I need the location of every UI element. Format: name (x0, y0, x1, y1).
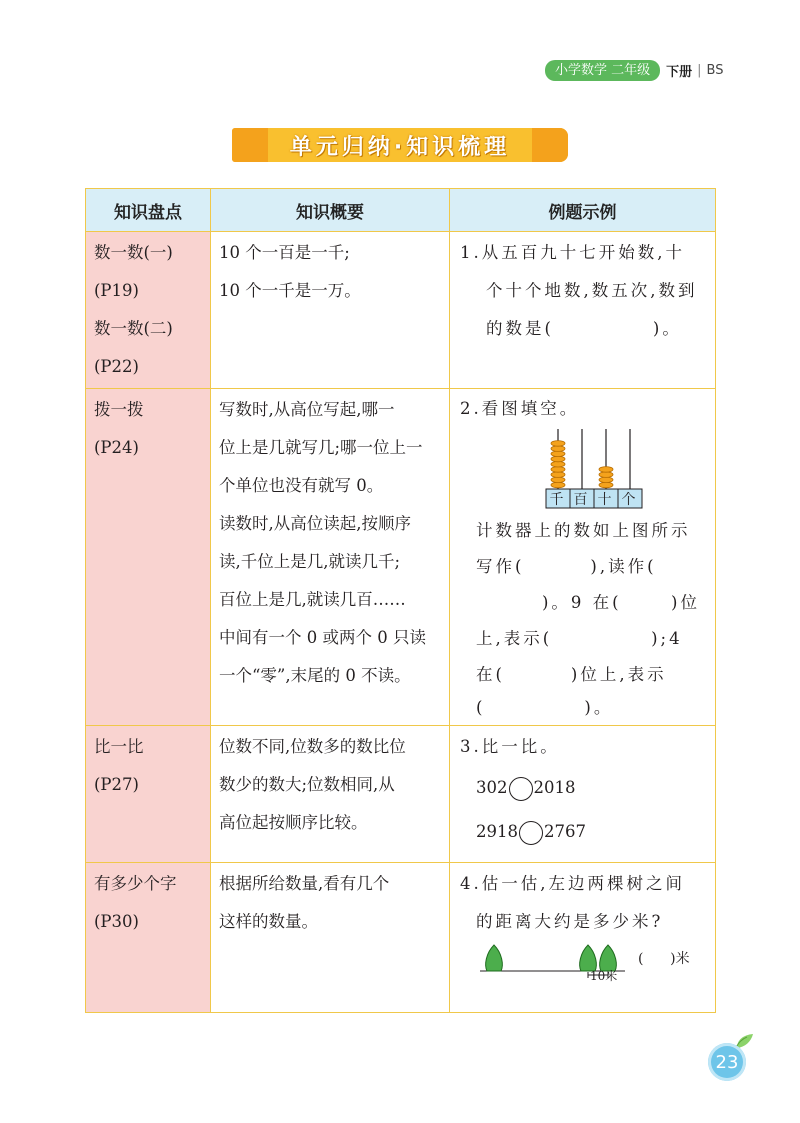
topic-cell (86, 389, 211, 726)
example-cell (450, 726, 716, 863)
compare-left: 2918 (476, 822, 518, 841)
summary-cell (211, 389, 450, 726)
abacus-bead (551, 477, 565, 483)
example-line: 在( )位上,表示 (476, 665, 667, 684)
topic-line: 有多少个字 (94, 874, 177, 893)
topic-line: 比一比 (94, 737, 144, 756)
summary-cell (211, 232, 450, 389)
summary-line: 10 个一百是一千; (219, 243, 350, 262)
abacus-bead (551, 472, 565, 478)
abacus-bead (551, 461, 565, 467)
example-cell (450, 389, 716, 726)
tree-icon (486, 945, 503, 971)
knowledge-table (85, 188, 716, 1013)
topic-cell (86, 232, 211, 389)
summary-line: 高位起按顺序比较。 (219, 813, 368, 832)
example-line: 4.估一估,左边两棵树之间 (460, 874, 685, 893)
example-line: ( )。 (476, 698, 614, 717)
summary-line: 根据所给数量,看有几个 (219, 874, 390, 893)
summary-line: 位数不同,位数多的数比位 (219, 737, 406, 756)
compare-line (460, 766, 707, 810)
compare-right: 2767 (544, 822, 586, 841)
edition-label: BS (706, 63, 724, 78)
example-cell (450, 232, 716, 389)
volume-label: 下册 (666, 65, 693, 80)
abacus-bead (599, 472, 613, 478)
abacus-bead (551, 441, 565, 447)
page-title: 单元归纳·知识梳理 (289, 134, 511, 160)
abacus-bead (599, 477, 613, 483)
table-row (86, 726, 716, 863)
abacus-label: 百 (573, 492, 591, 508)
compare-right: 2018 (533, 778, 576, 797)
topic-page: (P27) (94, 775, 139, 794)
summary-line: 位上是几就写几;哪一位上一 (219, 438, 423, 457)
summary-line: 10 个一千是一万。 (219, 281, 361, 300)
topic-line: 数一数(一) (94, 243, 173, 262)
example-title: 2.看图填空。 (460, 399, 580, 418)
summary-line: 一个“零”,末尾的 0 不读。 (219, 666, 411, 685)
summary-line: 百位上是几,就读几百…… (219, 590, 406, 609)
header-separator: | (697, 63, 702, 78)
summary-cell (211, 863, 450, 1013)
summary-line: 数少的数大;位数相同,从 (219, 775, 395, 794)
example-title: 3.比一比。 (460, 737, 560, 756)
compare-left: 302 (476, 778, 508, 797)
summary-line: 个单位也没有就写 0。 (219, 476, 384, 495)
example-line: 1.从五百九十七开始数,十 (460, 243, 685, 262)
subject-pill: 小学数学 二年级 (545, 60, 660, 81)
abacus-bead (551, 451, 565, 457)
abacus-label: 个 (621, 492, 639, 508)
answer-blank[interactable]: ( )米 (638, 951, 690, 967)
abacus-bead (551, 446, 565, 452)
compare-circle[interactable] (509, 777, 533, 801)
example-line: 个十个地数,数五次,数到 (486, 281, 698, 300)
table-row (86, 863, 716, 1013)
example-line: 的数是( )。 (486, 319, 682, 338)
title-banner (232, 128, 568, 162)
topic-page: (P24) (94, 438, 139, 457)
abacus-figure (540, 427, 650, 509)
topic-page: (P19) (94, 281, 139, 300)
abacus-bead (551, 467, 565, 473)
example-line: )。9 在( )位 (476, 593, 700, 612)
example-line: 计数器上的数如上图所示 (476, 521, 691, 540)
compare-circle[interactable] (519, 821, 543, 845)
summary-line: 读,千位上是几,就读几千; (219, 552, 401, 571)
header-topic: 知识盘点 (86, 189, 211, 232)
page-header (545, 60, 724, 81)
topic-line: 数一数(二) (94, 319, 173, 338)
header-example: 例题示例 (450, 189, 716, 232)
abacus-bead (599, 467, 613, 473)
abacus-label: 十 (597, 492, 615, 508)
topic-cell (86, 726, 211, 863)
table-row (86, 389, 716, 726)
example-line: 上,表示( );4 (476, 629, 683, 648)
page-number: 23 (708, 1043, 746, 1081)
topic-page: (P30) (94, 912, 139, 931)
example-line: 写作( ),读作( (476, 557, 657, 576)
topic-line: 拨一拨 (94, 400, 144, 419)
summary-line: 读数时,从高位读起,按顺序 (219, 514, 411, 533)
summary-line: 中间有一个 0 或两个 0 只读 (219, 628, 426, 647)
example-cell (450, 863, 716, 1013)
table-row (86, 232, 716, 389)
header-summary: 知识概要 (211, 189, 450, 232)
tree-icon (600, 945, 617, 971)
abacus-label: 千 (549, 492, 567, 508)
tree-figure (460, 941, 707, 993)
abacus-bead (551, 482, 565, 488)
summary-line: 这样的数量。 (219, 912, 318, 931)
table-header-row (86, 189, 716, 232)
topic-cell (86, 863, 211, 1013)
abacus-bead (551, 456, 565, 462)
compare-line (460, 810, 707, 854)
summary-cell (211, 726, 450, 863)
topic-page: (P22) (94, 357, 139, 376)
tree-icon (580, 945, 597, 971)
abacus-bead (599, 482, 613, 488)
example-line: 的距离大约是多少米? (476, 912, 664, 931)
summary-line: 写数时,从高位写起,哪一 (219, 400, 395, 419)
distance-label: 10米 (590, 969, 618, 983)
